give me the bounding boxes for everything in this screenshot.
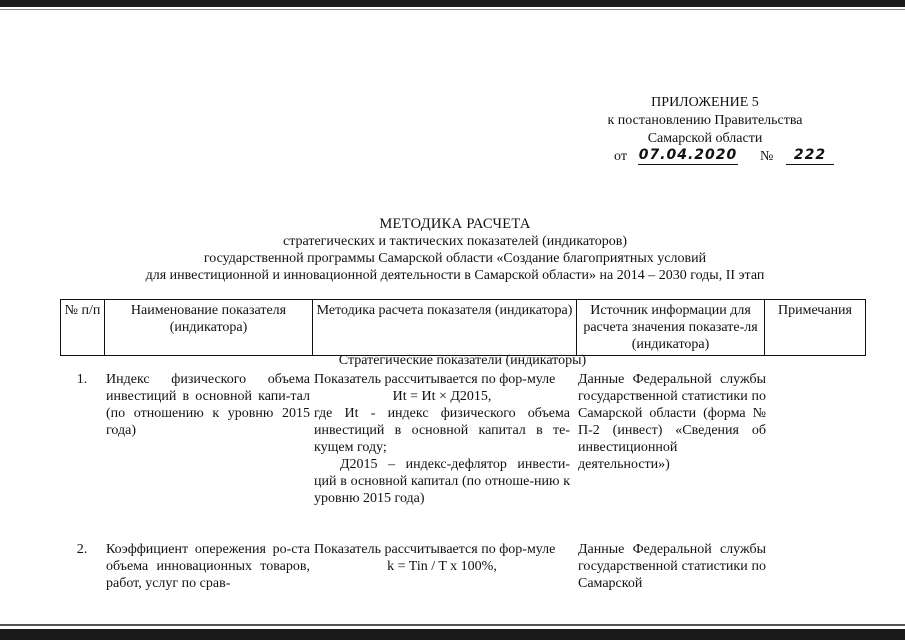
row-indicator-name: Индекс физического объема инвестиций в основной капи-тал (по отношению к уровню 2015 года): [106, 372, 310, 438]
appendix-block: [560, 94, 850, 170]
heading-line-1: стратегических и тактических показателей (индикаторов): [283, 234, 627, 249]
header-method: Методика расчета показателя (индикатора): [313, 300, 577, 356]
method-formula: Иt = Иt × Д2015,: [392, 389, 492, 404]
row-indicator-name: Коэффициент опережения ро-ста объема инновационных товаров, работ, услуг по срав-: [106, 542, 310, 591]
document-heading: [60, 216, 850, 284]
header-num: № п/п: [61, 300, 105, 356]
indicator-table-header: [60, 299, 866, 356]
appendix-signature-line: [560, 148, 850, 170]
row-method: [314, 541, 570, 575]
method-intro: Показатель рассчитывается по фор-муле: [314, 372, 556, 387]
method-formula: k = Tin / T x 100%,: [387, 559, 497, 574]
row-source: Данные Федеральной службы государственной статистики по Самарской области (форма № П-2 (инвест) «Сведения об инвестиционной деятельности»): [578, 372, 766, 472]
number-label: №: [760, 149, 774, 164]
method-intro: Показатель рассчитывается по фор-муле: [314, 542, 556, 557]
row-number: 2.: [76, 542, 88, 557]
header-name: Наименование показателя (индикатора): [105, 300, 313, 356]
row-method: [314, 371, 570, 507]
method-deflator: Д2015 – индекс-дефлятор инвести-ций в основной капитал (по отноше-нию к уровню 2015 года): [314, 457, 570, 506]
header-notes: Примечания: [765, 300, 866, 356]
from-label: от: [614, 149, 627, 164]
header-source: Источник информации для расчета значения показате-ля (индикатора): [577, 300, 765, 356]
row-source: Данные Федеральной службы государственной статистики по Самарской: [578, 542, 766, 591]
scan-top-line: [0, 9, 905, 10]
section-heading: Стратегические показатели (индикаторы): [338, 353, 587, 368]
appendix-line-1: к постановлению Правительства: [607, 113, 803, 128]
appendix-line-2: Самарской области: [647, 131, 763, 146]
heading-line-3: для инвестиционной и инновационной деятельности в Самарской области» на 2014 – 2030 годы, II этап: [145, 268, 765, 283]
handwritten-number: 222: [786, 146, 834, 165]
table-row: [60, 371, 865, 521]
document-title: МЕТОДИКА РАСЧЕТА: [379, 216, 531, 232]
handwritten-date: 07.04.2020: [638, 147, 738, 163]
row-number: 1.: [76, 372, 88, 387]
scan-bottom-border: [0, 629, 905, 640]
appendix-title: ПРИЛОЖЕНИЕ 5: [651, 95, 759, 110]
method-where: где Иt - индекс физического объема инвестиций в основной капитал в те-кущем году;: [314, 406, 570, 455]
table-header-row: [61, 300, 866, 356]
scan-top-border: [0, 0, 905, 7]
scan-bottom-line: [0, 624, 905, 626]
heading-line-2: государственной программы Самарской области «Создание благоприятных условий: [203, 251, 707, 266]
table-row: [60, 541, 865, 601]
